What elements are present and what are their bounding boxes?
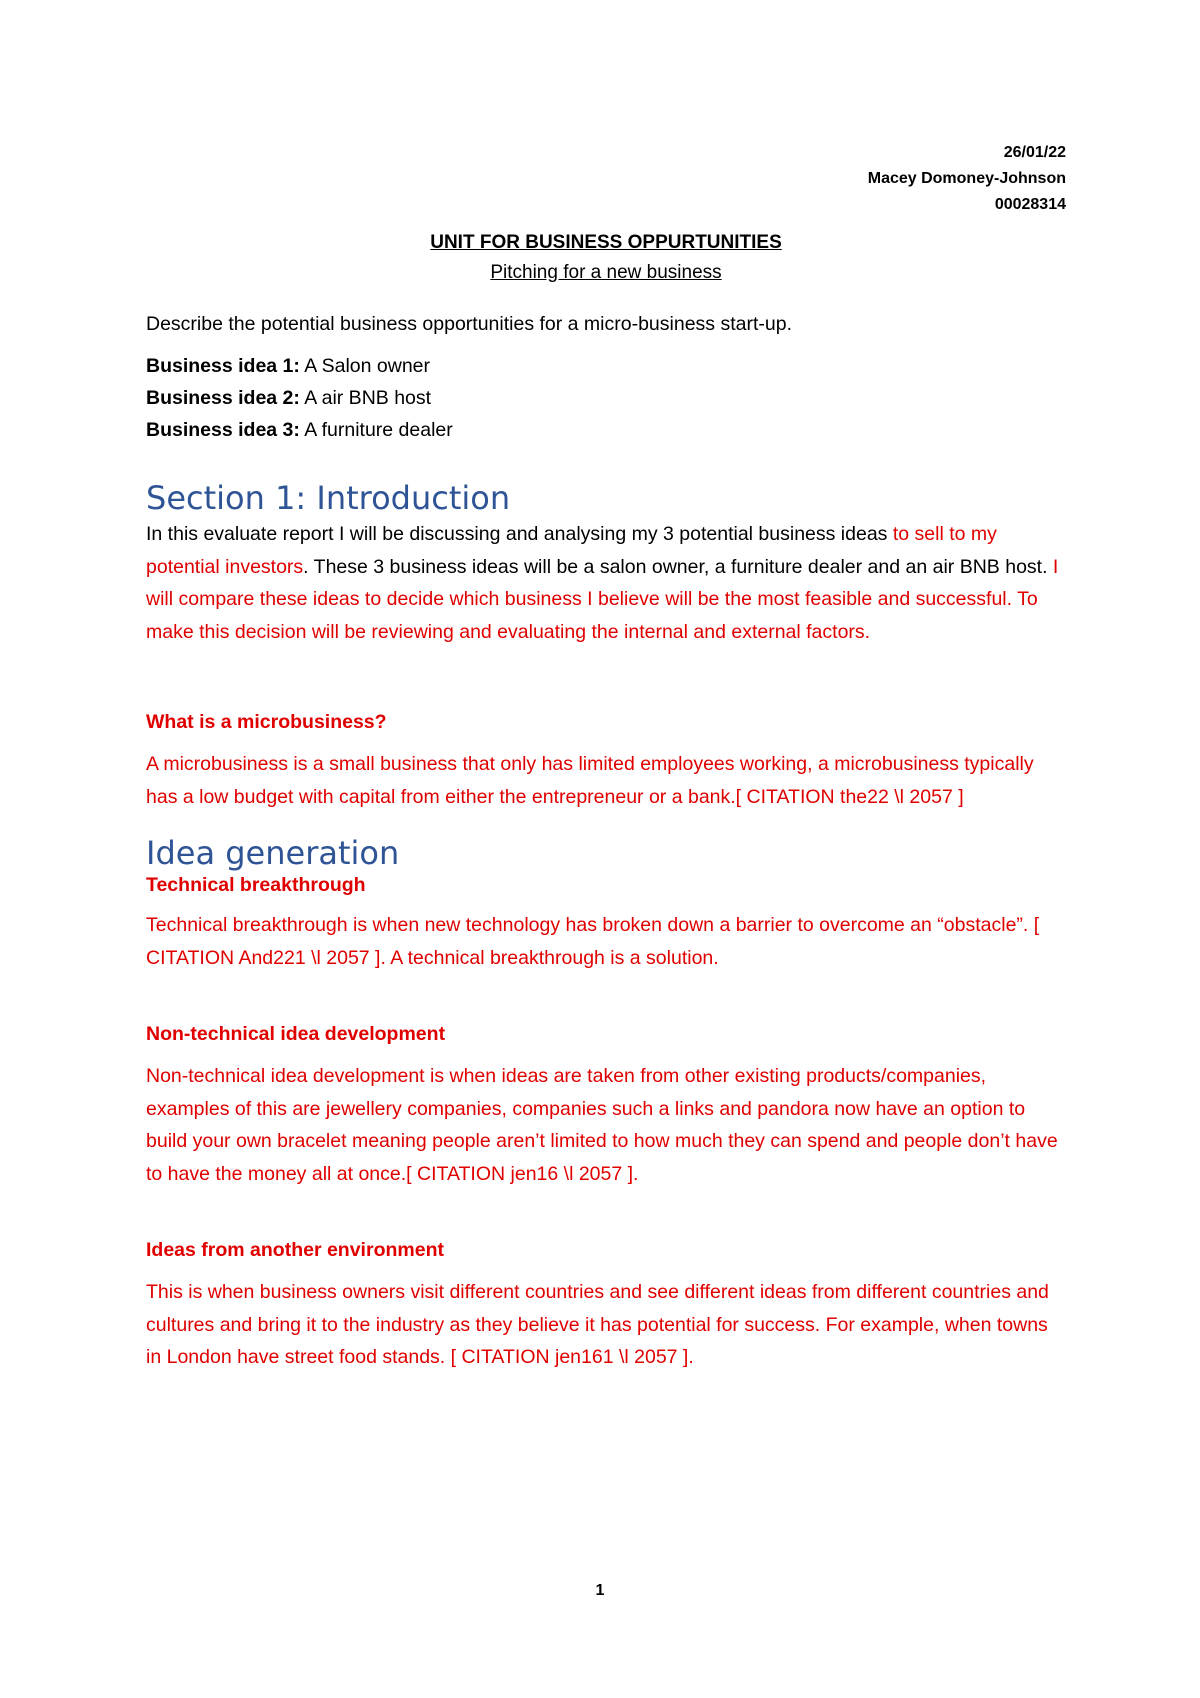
student-id: 00028314: [994, 196, 1066, 213]
author-name: Macey Domoney-Johnson: [867, 170, 1066, 187]
page-number: 1: [595, 1582, 605, 1599]
technical-breakthrough-paragraph: Technical breakthrough is when new technology has broken down a barrier to overcome an “obstacle”. [ CITATION And221 \l 2057 ]. A technical breakthrough is a solution.: [146, 914, 1040, 969]
task-prompt: Describe the potential business opportunities for a micro-business start-up.: [146, 313, 792, 335]
intro-text-b: . These 3 business ideas will be a salon owner, a furniture dealer and an air BNB host.: [303, 555, 1048, 578]
document-title: UNIT FOR BUSINESS OPPURTUNITIES: [430, 232, 782, 253]
business-idea-item: [146, 350, 1066, 382]
business-idea-value: A Salon owner: [304, 355, 431, 377]
non-technical-heading: Non-technical idea development: [146, 1023, 446, 1045]
microbusiness-paragraph: A microbusiness is a small business that only has limited employees working, a microbusiness typically has a low budget with capital from either the entrepreneur or a bank.[ CITATION the22 \l 2057 ]: [146, 753, 1034, 808]
idea-generation-heading: Idea generation: [146, 834, 400, 872]
business-ideas-list: [146, 350, 1066, 446]
business-idea-value: A air BNB host: [304, 387, 432, 409]
another-environment-paragraph: This is when business owners visit different countries and see different ideas from different countries and cultures and bring it to the industry as they believe it has potential for success. For example, when towns in London have street food stands. [ CITATION jen161 \l 2057 ].: [146, 1281, 1049, 1368]
intro-highlight-b: I will compare these ideas to decide which business I believe will be the most feasible and successful. To make this decision will be reviewing and evaluating the internal and external factors.: [146, 555, 1059, 643]
another-environment-heading: Ideas from another environment: [146, 1239, 444, 1261]
business-idea-label: Business idea 1:: [146, 355, 300, 377]
document-body: [146, 140, 1066, 1374]
business-idea-label: Business idea 2:: [146, 387, 300, 409]
intro-highlight-a: to sell to my potential investors: [146, 523, 997, 578]
introduction-paragraph: [146, 518, 1066, 648]
document-subtitle: Pitching for a new business: [490, 262, 722, 283]
intro-text-a: In this evaluate report I will be discussing and analysing my 3 potential business ideas: [146, 523, 888, 545]
microbusiness-heading: What is a microbusiness?: [146, 711, 387, 733]
business-idea-item: [146, 382, 1066, 414]
business-idea-label: Business idea 3:: [146, 419, 300, 441]
document-header: [146, 140, 1066, 218]
business-idea-value: A furniture dealer: [304, 419, 453, 441]
technical-breakthrough-heading: Technical breakthrough: [146, 874, 366, 896]
document-title-block: [146, 228, 1066, 288]
section-1-heading: Section 1: Introduction: [146, 479, 511, 517]
date-text: 26/01/22: [1003, 144, 1066, 161]
non-technical-paragraph: Non-technical idea development is when ideas are taken from other existing products/companies, examples of this are jewellery companies, companies such a links and pandora now have an option to build your own bracelet meaning people aren’t limited to how much they can spend and people don’t have to have the money all at once.[ CITATION jen16 \l 2057 ].: [146, 1065, 1058, 1185]
business-idea-item: [146, 414, 1066, 446]
